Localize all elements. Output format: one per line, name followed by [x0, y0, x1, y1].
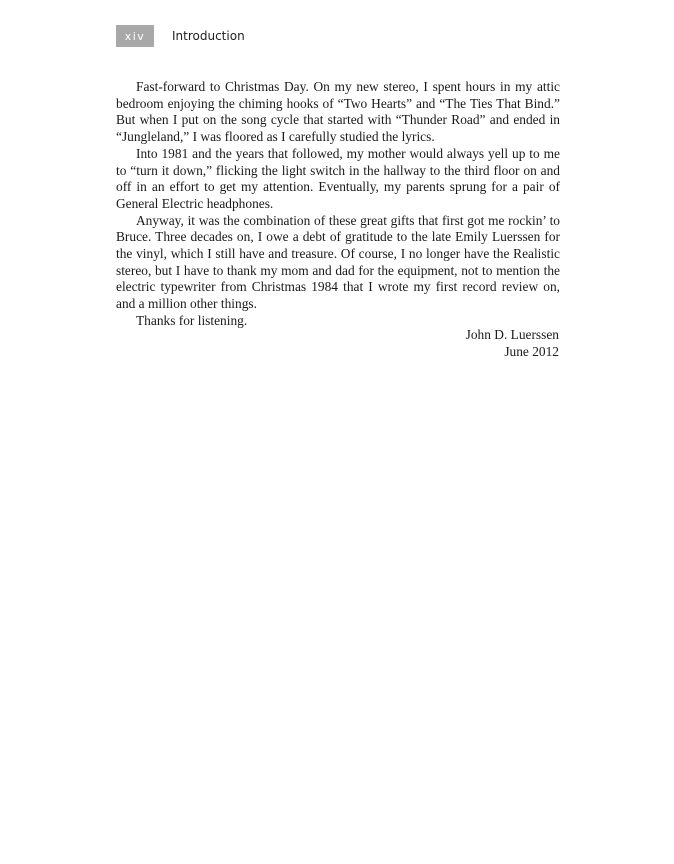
- paragraph-1981: Into 1981 and the years that followed, my mother would always yell up to me to “turn it down,” flicking the light switch in the hallway to the third floor on and off in an effort to get my attention. Eventually, my parents sprung for a pair of General Electric headphones.: [116, 145, 560, 211]
- signature-date: June 2012: [504, 343, 559, 359]
- body-text: [116, 79, 560, 330]
- signature-block: [116, 327, 559, 360]
- paragraph-gratitude: Anyway, it was the combination of these great gifts that first got me rockin’ to Bruce. Three decades on, I owe a debt of gratitude to the late Emily Luerssen for the vinyl, which I still have and treasure. Of course, I no longer have the Realistic stereo, but I have to thank my mom and dad for the equipment, not to mention the electric typewriter from Christmas 1984 that I wrote my first record review on, and a million other things.: [116, 212, 560, 312]
- running-head: Introduction: [172, 29, 245, 43]
- page-header: [116, 25, 245, 47]
- paragraph-thanks: Thanks for listening.: [136, 312, 248, 328]
- page-number: xiv: [116, 25, 154, 47]
- author-name: John D. Luerssen: [465, 327, 559, 342]
- paragraph-christmas-day: Fast-forward to Christmas Day. On my new stereo, I spent hours in my attic bedroom enjoying the chiming hooks of “Two Hearts” and “The Ties That Bind.” But when I put on the song cycle that started with “Thunder Road” and ended in “Jungleland,” I was floored as I carefully studied the lyrics.: [116, 79, 560, 145]
